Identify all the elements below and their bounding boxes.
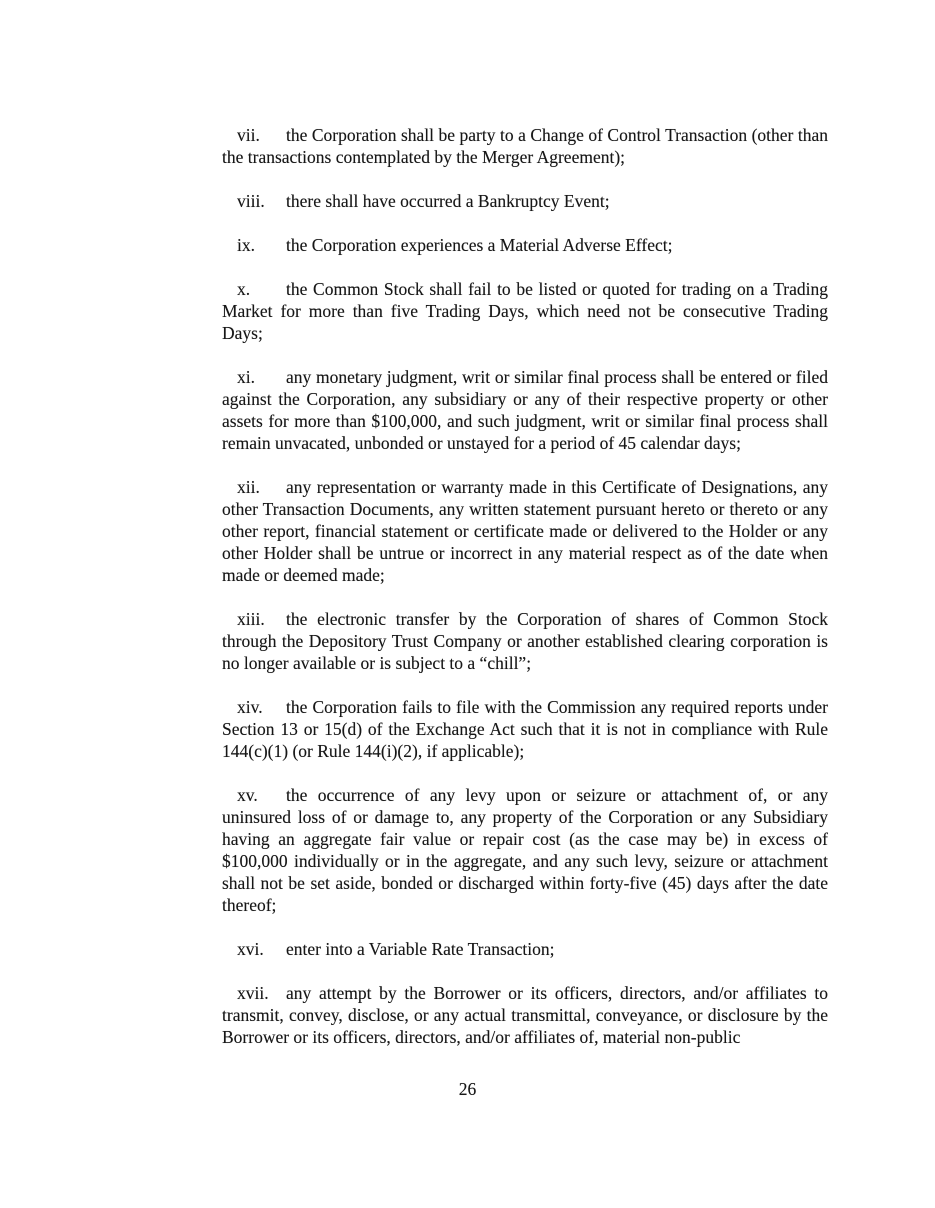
clause-text: the occurrence of any levy upon or seizure or attachment of, or any uninsured loss of or damage to, any property of the Corporation or any Subsidiary having an aggregate fair value or repair cost (as the case may be) in excess of $100,000 individually or in the aggregate, and any such levy, seizure or attachment shall not be set aside, bonded or discharged within forty-five (45) days after the date thereof; [222, 785, 828, 915]
clause-x [222, 278, 828, 344]
clause-numeral: x. [237, 279, 251, 299]
clause-numeral: xv. [237, 785, 258, 805]
clause-viii [222, 190, 828, 212]
clause-text: the Corporation shall be party to a Change of Control Transaction (other than the transactions contemplated by the Merger Agreement); [222, 125, 828, 167]
clause-xvi [222, 938, 828, 960]
clause-xv [222, 784, 828, 916]
clause-numeral: xi. [237, 367, 255, 387]
clause-numeral: xvi. [237, 939, 264, 959]
clause-text: the Corporation experiences a Material Adverse Effect; [286, 235, 673, 255]
clause-numeral: ix. [237, 235, 255, 255]
clause-xvii [222, 982, 828, 1048]
clause-xiii [222, 608, 828, 674]
clause-numeral: xiii. [237, 609, 265, 629]
clause-text: any attempt by the Borrower or its officers, directors, and/or affiliates to transmit, convey, disclose, or any actual transmittal, conveyance, or disclosure by the Borrower or its officers, directors, and/or affiliates of, material non-public [222, 983, 828, 1047]
clause-text: the Common Stock shall fail to be listed or quoted for trading on a Trading Market for more than five Trading Days, which need not be consecutive Trading Days; [222, 279, 828, 343]
clause-text: the electronic transfer by the Corporation of shares of Common Stock through the Depository Trust Company or another established clearing corporation is no longer available or is subject to a “chill”; [222, 609, 828, 673]
clause-numeral: xiv. [237, 697, 263, 717]
page-number: 26 [458, 1079, 477, 1099]
clause-ix [222, 234, 828, 256]
clause-numeral: vii. [237, 125, 260, 145]
clause-xii [222, 476, 828, 586]
clause-numeral: viii. [237, 191, 265, 211]
clause-numeral: xvii. [237, 983, 269, 1003]
document-body [222, 124, 828, 1048]
clause-text: any representation or warranty made in this Certificate of Designations, any other Transaction Documents, any written statement pursuant hereto or thereto or any other report, financial statement or certificate made or delivered to the Holder or any other Holder shall be untrue or incorrect in any material respect as of the date when made or deemed made; [222, 477, 828, 585]
clause-vii [222, 124, 828, 168]
clause-xiv [222, 696, 828, 762]
clause-text: there shall have occurred a Bankruptcy Event; [286, 191, 610, 211]
clause-xi [222, 366, 828, 454]
clause-text: enter into a Variable Rate Transaction; [286, 939, 555, 959]
clause-numeral: xii. [237, 477, 260, 497]
clause-text: any monetary judgment, writ or similar final process shall be entered or filed against the Corporation, any subsidiary or any of their respective property or other assets for more than $100,000, and such judgment, writ or similar final process shall remain unvacated, unbonded or unstayed for a period of 45 calendar days; [222, 367, 828, 453]
clause-text: the Corporation fails to file with the Commission any required reports under Section 13 or 15(d) of the Exchange Act such that it is not in compliance with Rule 144(c)(1) (or Rule 144(i)(2), if applicable); [222, 697, 828, 761]
